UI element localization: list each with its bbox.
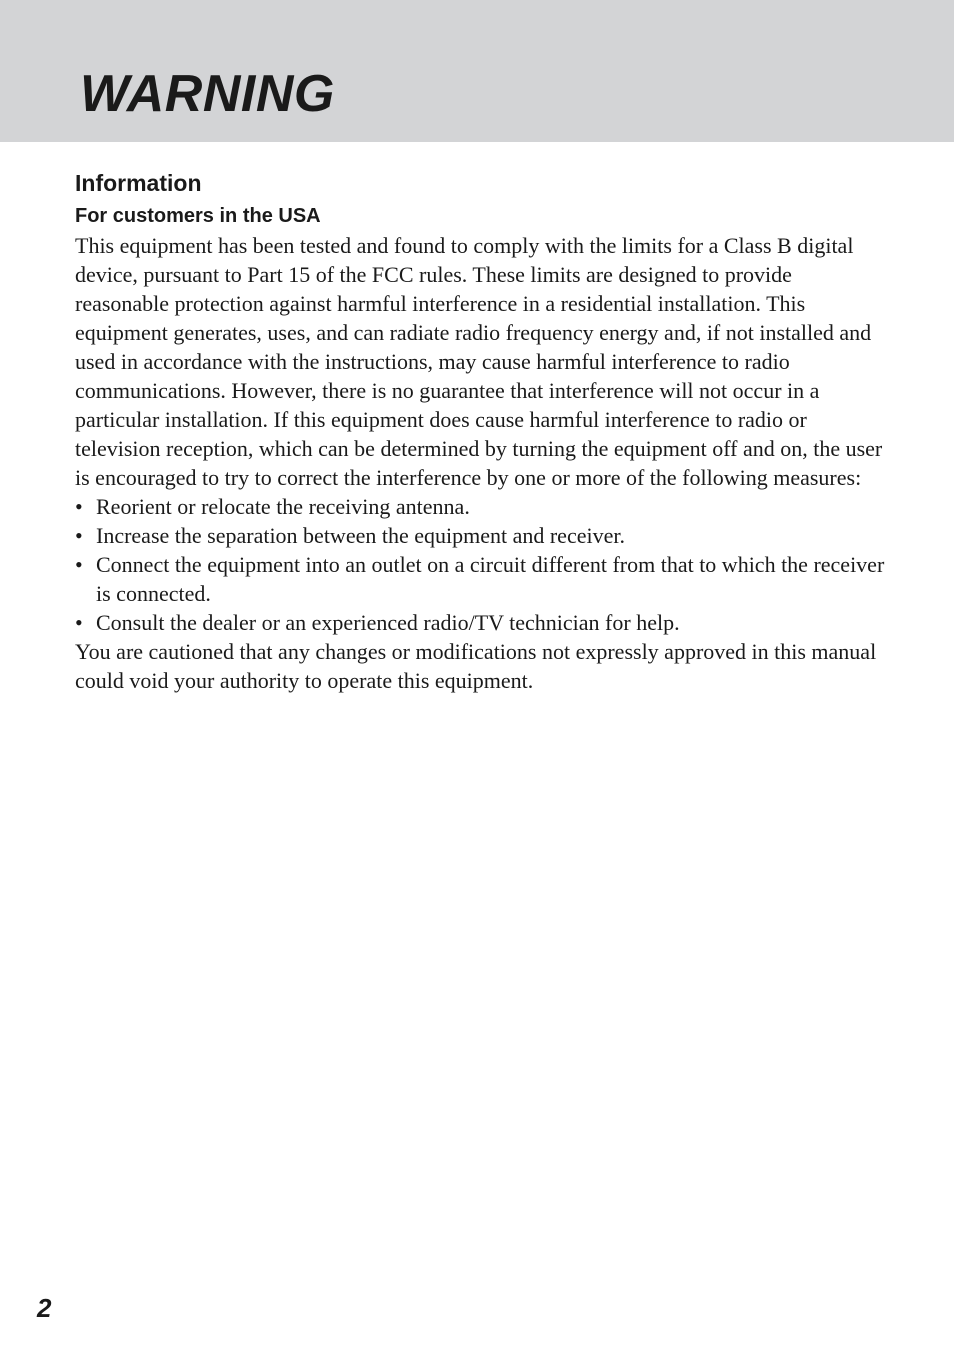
page-number: 2 <box>37 1293 52 1323</box>
bullet-icon: • <box>75 610 83 635</box>
list-item <box>75 492 887 521</box>
intro-paragraph: This equipment has been tested and found to comply with the limits for a Class B digital device, pursuant to Part 15 of the FCC rules. These limits are designed to provide reasonable protection against harmful interference in a residential installation. This equipment generates, uses, and can radiate radio frequency energy and, if not installed and used in accordance with the instructions, may cause harmful interference to radio communications. However, there is no guarantee that interference will not occur in a particular installation. If this equipment does cause harmful interference to radio or television reception, which can be determined by turning the equipment off and on, the user is encouraged to try to correct the interference by one or more of the following measures: <box>75 233 883 490</box>
page-title: WARNING <box>80 65 335 123</box>
list-item <box>75 521 887 550</box>
list-item-text: Increase the separation between the equipment and receiver. <box>96 523 625 548</box>
list-item-text: Consult the dealer or an experienced radio/TV technician for help. <box>96 610 680 635</box>
bullet-icon: • <box>75 552 83 577</box>
list-item <box>75 608 887 637</box>
caution-paragraph: You are cautioned that any changes or modifications not expressly approved in this manual could void your authority to operate this equipment. <box>75 639 877 693</box>
list-item-text: Connect the equipment into an outlet on a circuit different from that to which the receiver is connected. <box>96 552 885 606</box>
header-band <box>0 0 954 142</box>
measures-list <box>75 492 887 637</box>
section-title: Information <box>75 170 202 196</box>
subsection-title: For customers in the USA <box>75 205 321 227</box>
bullet-icon: • <box>75 494 83 519</box>
list-item <box>75 550 887 608</box>
bullet-icon: • <box>75 523 83 548</box>
list-item-text: Reorient or relocate the receiving antenna. <box>96 494 470 519</box>
main-content <box>75 166 887 695</box>
